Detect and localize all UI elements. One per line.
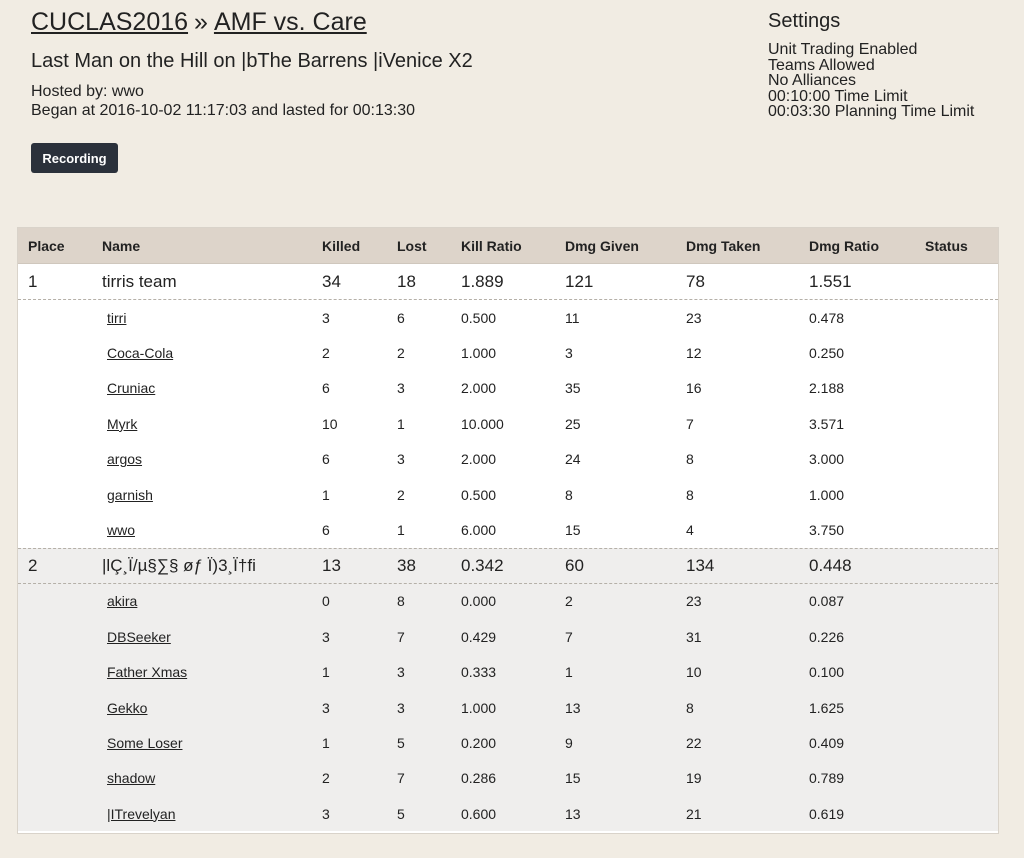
dmg-given-cell: 15 (565, 770, 581, 787)
dmg-taken-cell: 23 (686, 309, 702, 326)
team-name-cell: tirris team (102, 271, 177, 291)
player-link[interactable]: wwo (107, 522, 136, 539)
settings-item: 00:10:00 Time Limit (768, 87, 908, 105)
dmg-taken-cell: 10 (686, 664, 702, 681)
killed-cell: 3 (322, 805, 330, 822)
dmg-given-cell: 11 (565, 309, 580, 326)
kill-ratio-cell: 0.342 (461, 555, 504, 575)
player-row (18, 690, 998, 725)
player-name-cell (107, 451, 142, 467)
killed-cell: 1 (322, 486, 330, 503)
kill-ratio-cell: 1.000 (461, 345, 497, 362)
place-cell: 1 (28, 271, 38, 291)
page-title (31, 8, 367, 37)
kill-ratio-cell: 0.000 (461, 593, 497, 610)
dmg-taken-cell: 22 (686, 734, 702, 751)
dmg-taken-cell: 16 (686, 380, 702, 397)
column-header-dmg-given[interactable]: Dmg Given (565, 237, 639, 254)
settings-panel (768, 10, 974, 120)
kill-ratio-cell: 10.000 (461, 415, 504, 432)
player-name-cell (107, 380, 155, 396)
dmg-ratio-cell: 0.448 (809, 555, 852, 575)
player-link[interactable]: akira (107, 593, 138, 610)
dmg-taken-cell: 134 (686, 555, 715, 575)
killed-cell: 6 (322, 451, 330, 468)
dmg-ratio-cell: 1.000 (809, 486, 845, 503)
dmg-given-cell: 25 (565, 415, 581, 432)
player-link[interactable]: Some Loser (107, 734, 183, 751)
killed-cell: 2 (322, 345, 330, 362)
dmg-ratio-cell: 1.551 (809, 271, 852, 291)
killed-cell: 34 (322, 271, 341, 291)
dmg-given-cell: 121 (565, 271, 594, 291)
player-link[interactable]: Cruniac (107, 380, 156, 397)
column-header-place[interactable]: Place (28, 237, 65, 254)
lost-cell: 2 (397, 486, 405, 503)
dmg-given-cell: 7 (565, 628, 573, 645)
table-header (18, 228, 998, 264)
killed-cell: 2 (322, 770, 330, 787)
killed-cell: 1 (322, 734, 330, 751)
kill-ratio-cell: 0.429 (461, 628, 497, 645)
dmg-given-cell: 15 (565, 522, 581, 539)
dmg-given-cell: 1 (565, 664, 573, 681)
dmg-taken-cell: 31 (686, 628, 702, 645)
player-link[interactable]: DBSeeker (107, 628, 171, 645)
player-name-cell (107, 416, 137, 432)
kill-ratio-cell: 2.000 (461, 451, 497, 468)
game-subtitle: Last Man on the Hill on |bThe Barrens |iVenice X2 (31, 50, 473, 72)
dmg-ratio-cell: 3.000 (809, 451, 845, 468)
kill-ratio-cell: 0.286 (461, 770, 497, 787)
place-cell: 2 (28, 555, 38, 575)
hosted-by: Hosted by: wwo (31, 83, 144, 100)
lost-cell: 7 (397, 770, 405, 787)
column-header-dmg-ratio[interactable]: Dmg Ratio (809, 237, 879, 254)
player-row (18, 477, 998, 512)
dmg-given-cell: 9 (565, 734, 573, 751)
dmg-given-cell: 3 (565, 345, 573, 362)
team-name-cell: |lÇ¸Ï/µ§∑§ øƒ Ï)3¸Ï†fi (102, 555, 256, 575)
lost-cell: 5 (397, 805, 405, 822)
column-header-name[interactable]: Name (102, 237, 141, 254)
dmg-ratio-cell: 3.750 (809, 522, 845, 539)
dmg-ratio-cell: 0.789 (809, 770, 845, 787)
player-name-cell (107, 345, 173, 361)
player-name-cell (107, 770, 155, 786)
dmg-ratio-cell: 2.188 (809, 380, 845, 397)
dmg-taken-cell: 19 (686, 770, 702, 787)
player-link[interactable]: Father Xmas (107, 664, 188, 681)
dmg-taken-cell: 8 (686, 699, 694, 716)
player-row (18, 725, 998, 760)
dmg-given-cell: 60 (565, 555, 584, 575)
player-row (18, 512, 998, 547)
lost-cell: 8 (397, 593, 405, 610)
dmg-given-cell: 24 (565, 451, 581, 468)
player-row (18, 371, 998, 406)
player-row (18, 796, 998, 831)
killed-cell: 3 (322, 628, 330, 645)
player-link[interactable]: tirri (107, 309, 127, 326)
dmg-ratio-cell: 0.100 (809, 664, 845, 681)
kill-ratio-cell: 1.889 (461, 271, 504, 291)
settings-item: No Alliances (768, 72, 857, 90)
player-name-cell (107, 629, 171, 645)
results-table (17, 227, 999, 834)
lost-cell: 3 (397, 664, 405, 681)
player-name-cell (107, 487, 153, 503)
player-row (18, 300, 998, 335)
killed-cell: 1 (322, 664, 330, 681)
dmg-given-cell: 2 (565, 593, 573, 610)
kill-ratio-cell: 2.000 (461, 380, 497, 397)
kill-ratio-cell: 0.333 (461, 664, 497, 681)
dmg-ratio-cell: 0.226 (809, 628, 845, 645)
dmg-given-cell: 8 (565, 486, 573, 503)
dmg-taken-cell: 12 (686, 345, 702, 362)
player-name-cell (107, 522, 135, 538)
dmg-ratio-cell: 0.250 (809, 345, 845, 362)
breadcrumb-match-link[interactable]: AMF vs. Care (213, 8, 367, 36)
player-row (18, 442, 998, 477)
lost-cell: 1 (397, 522, 405, 539)
player-link[interactable]: Myrk (107, 415, 138, 432)
lost-cell: 3 (397, 451, 405, 468)
dmg-taken-cell: 21 (686, 805, 702, 822)
player-row (18, 761, 998, 796)
player-link[interactable]: garnish (107, 486, 153, 503)
player-row (18, 655, 998, 690)
lost-cell: 3 (397, 380, 405, 397)
lost-cell: 18 (397, 271, 416, 291)
killed-cell: 13 (322, 555, 341, 575)
dmg-ratio-cell: 0.619 (809, 805, 845, 822)
killed-cell: 6 (322, 380, 330, 397)
killed-cell: 0 (322, 593, 330, 610)
kill-ratio-cell: 0.200 (461, 734, 497, 751)
recording-button[interactable]: Recording (31, 143, 118, 173)
settings-item: Unit Trading Enabled (768, 41, 918, 58)
lost-cell: 1 (397, 415, 405, 432)
team-row (18, 264, 998, 300)
breadcrumb-separator: » (194, 8, 208, 36)
lost-cell: 3 (397, 699, 405, 716)
lost-cell: 6 (397, 309, 405, 326)
player-link[interactable]: shadow (107, 770, 156, 787)
breadcrumb-tournament-link[interactable]: CUCLAS2016 (31, 8, 189, 36)
column-header-dmg-taken[interactable]: Dmg Taken (686, 237, 761, 254)
player-link[interactable]: Gekko (107, 699, 148, 716)
dmg-taken-cell: 23 (686, 593, 702, 610)
dmg-ratio-cell: 0.409 (809, 734, 845, 751)
table-body (18, 264, 998, 831)
dmg-taken-cell: 8 (686, 486, 694, 503)
settings-title: Settings (768, 10, 841, 32)
column-header-status[interactable]: Status (925, 237, 968, 254)
began-info: Began at 2016-10-02 11:17:03 and lasted for 00:13:30 (31, 102, 416, 119)
column-header-lost[interactable]: Lost (397, 237, 427, 254)
dmg-given-cell: 35 (565, 380, 581, 397)
column-header-kill-ratio[interactable]: Kill Ratio (461, 237, 522, 254)
player-row (18, 584, 998, 619)
kill-ratio-cell: 0.500 (461, 309, 497, 326)
kill-ratio-cell: 0.600 (461, 805, 497, 822)
player-row (18, 406, 998, 441)
player-name-cell (107, 700, 147, 716)
player-name-cell (107, 664, 187, 680)
settings-list (768, 42, 974, 120)
killed-cell: 3 (322, 309, 330, 326)
dmg-taken-cell: 78 (686, 271, 705, 291)
player-row (18, 619, 998, 654)
player-row (18, 335, 998, 370)
killed-cell: 6 (322, 522, 330, 539)
player-name-cell (107, 310, 126, 326)
dmg-ratio-cell: 3.571 (809, 415, 845, 432)
kill-ratio-cell: 6.000 (461, 522, 497, 539)
dmg-given-cell: 13 (565, 699, 581, 716)
player-name-cell (107, 806, 175, 822)
kill-ratio-cell: 0.500 (461, 486, 497, 503)
lost-cell: 7 (397, 628, 405, 645)
lost-cell: 38 (397, 555, 416, 575)
lost-cell: 5 (397, 734, 405, 751)
dmg-taken-cell: 7 (686, 415, 694, 432)
dmg-taken-cell: 4 (686, 522, 694, 539)
dmg-ratio-cell: 1.625 (809, 699, 845, 716)
player-link[interactable]: argos (107, 451, 143, 468)
player-name-cell (107, 593, 137, 609)
settings-item: 00:03:30 Planning Time Limit (768, 103, 975, 121)
dmg-taken-cell: 8 (686, 451, 694, 468)
team-row (18, 548, 998, 584)
dmg-ratio-cell: 0.087 (809, 593, 845, 610)
lost-cell: 2 (397, 345, 405, 362)
kill-ratio-cell: 1.000 (461, 699, 497, 716)
settings-item: Teams Allowed (768, 56, 875, 74)
player-link[interactable]: |ITrevelyan (107, 805, 176, 822)
player-link[interactable]: Coca-Cola (107, 345, 174, 362)
killed-cell: 10 (322, 415, 338, 432)
column-header-killed[interactable]: Killed (322, 237, 361, 254)
dmg-given-cell: 13 (565, 805, 581, 822)
dmg-ratio-cell: 0.478 (809, 309, 845, 326)
killed-cell: 3 (322, 699, 330, 716)
player-name-cell (107, 735, 182, 751)
